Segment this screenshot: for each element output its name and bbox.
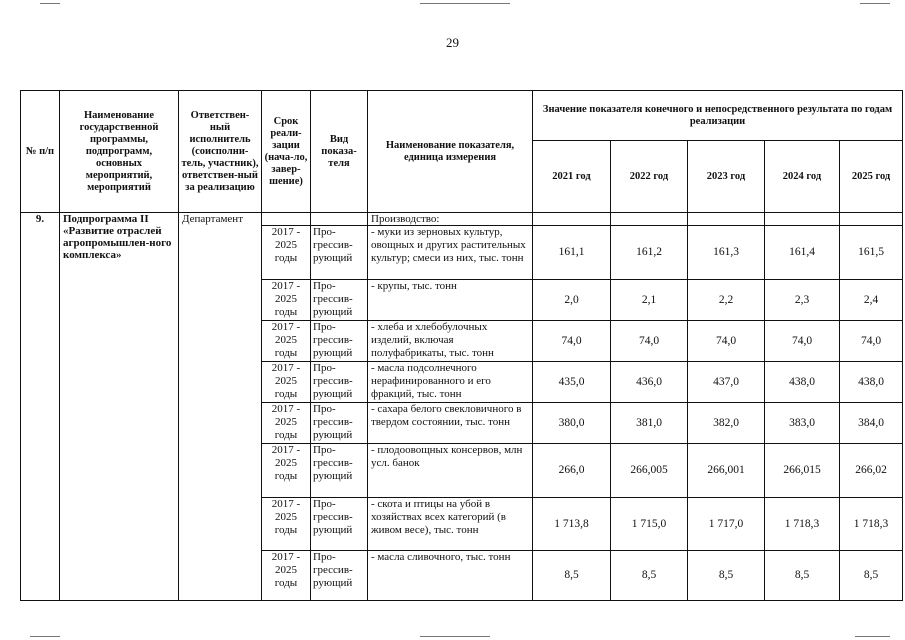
section-row <box>21 213 903 226</box>
term-cell: 2017 - 2025 годы <box>262 498 311 551</box>
value-cell: 74,0 <box>611 321 688 362</box>
responsible-executor: Департамент <box>179 213 262 601</box>
header-values-group: Значение показателя конечного и непосредственного результата по годам реализации <box>533 91 903 141</box>
value-cell: 436,0 <box>611 362 688 403</box>
value-cell: 266,02 <box>840 444 903 498</box>
header-year: 2021 год <box>533 141 611 213</box>
value-cell: 161,5 <box>840 226 903 280</box>
indicator-cell: - масла подсолнечного нерафинированного и его фракций, тыс. тонн <box>368 362 533 403</box>
type-cell: Про-грессив-рующий <box>311 226 368 280</box>
section-number: 9. <box>21 213 60 601</box>
header-year: 2024 год <box>765 141 840 213</box>
value-cell: 1 718,3 <box>765 498 840 551</box>
type-cell: Про-грессив-рующий <box>311 362 368 403</box>
value-cell: 161,4 <box>765 226 840 280</box>
bottom-rule-right <box>855 636 890 637</box>
type-cell: Про-грессив-рующий <box>311 280 368 321</box>
subprogram-name: Подпрограмма II «Развитие отраслей агропромышлен-ного комплекса» <box>60 213 179 601</box>
value-cell: 1 717,0 <box>688 498 765 551</box>
value-cell: 266,015 <box>765 444 840 498</box>
type-cell: Про-грессив-рующий <box>311 403 368 444</box>
empty-cell <box>262 213 311 226</box>
value-cell: 74,0 <box>688 321 765 362</box>
value-cell: 8,5 <box>533 551 611 601</box>
value-cell: 74,0 <box>765 321 840 362</box>
value-cell: 2,0 <box>533 280 611 321</box>
value-cell: 161,2 <box>611 226 688 280</box>
empty-cell <box>688 213 765 226</box>
indicator-cell: - плодоовощных консервов, млн усл. банок <box>368 444 533 498</box>
value-cell: 1 718,3 <box>840 498 903 551</box>
value-cell: 161,3 <box>688 226 765 280</box>
header-type: Вид показа-теля <box>311 91 368 213</box>
value-cell: 435,0 <box>533 362 611 403</box>
page-number: 29 <box>446 35 459 50</box>
term-cell: 2017 - 2025 годы <box>262 444 311 498</box>
type-cell: Про-грессив-рующий <box>311 321 368 362</box>
header-year: 2022 год <box>611 141 688 213</box>
empty-cell <box>611 213 688 226</box>
indicator-cell: - скота и птицы на убой в хозяйствах всех категорий (в живом весе), тыс. тонн <box>368 498 533 551</box>
value-cell: 2,2 <box>688 280 765 321</box>
header-year: 2023 год <box>688 141 765 213</box>
term-cell: 2017 - 2025 годы <box>262 321 311 362</box>
indicator-cell: - крупы, тыс. тонн <box>368 280 533 321</box>
empty-cell <box>311 213 368 226</box>
term-cell: 2017 - 2025 годы <box>262 362 311 403</box>
top-rule-center <box>420 3 510 4</box>
indicator-cell: - сахара белого свекловичного в твердом состоянии, тыс. тонн <box>368 403 533 444</box>
indicator-cell: - муки из зерновых культур, овощных и других растительных культур; смеси из них, тыс. тонн <box>368 226 533 280</box>
bottom-rule-left <box>30 636 60 637</box>
value-cell: 1 713,8 <box>533 498 611 551</box>
bottom-rule-center <box>420 636 490 637</box>
term-cell: 2017 - 2025 годы <box>262 551 311 601</box>
value-cell: 266,005 <box>611 444 688 498</box>
indicator-cell: - хлеба и хлебобулочных изделий, включая полуфабрикаты, тыс. тонн <box>368 321 533 362</box>
value-cell: 8,5 <box>765 551 840 601</box>
empty-cell <box>840 213 903 226</box>
header-indicator: Наименование показателя, единица измерения <box>368 91 533 213</box>
indicator-group-header: Производство: <box>368 213 533 226</box>
value-cell: 1 715,0 <box>611 498 688 551</box>
value-cell: 8,5 <box>611 551 688 601</box>
value-cell: 161,1 <box>533 226 611 280</box>
header-term: Срок реали-зации (нача-ло, завер-шение) <box>262 91 311 213</box>
type-cell: Про-грессив-рующий <box>311 498 368 551</box>
value-cell: 381,0 <box>611 403 688 444</box>
header-year: 2025 год <box>840 141 903 213</box>
value-cell: 382,0 <box>688 403 765 444</box>
header-row <box>21 91 903 141</box>
empty-cell <box>533 213 611 226</box>
value-cell: 438,0 <box>840 362 903 403</box>
header-program: Наименование государственной программы, подпрограмм, основных мероприятий, мероприятий <box>60 91 179 213</box>
value-cell: 266,001 <box>688 444 765 498</box>
value-cell: 74,0 <box>533 321 611 362</box>
type-cell: Про-грессив-рующий <box>311 444 368 498</box>
value-cell: 8,5 <box>840 551 903 601</box>
top-rule-right <box>860 3 890 4</box>
term-cell: 2017 - 2025 годы <box>262 403 311 444</box>
empty-cell <box>765 213 840 226</box>
value-cell: 384,0 <box>840 403 903 444</box>
header-num: № п/п <box>21 91 60 213</box>
value-cell: 380,0 <box>533 403 611 444</box>
value-cell: 438,0 <box>765 362 840 403</box>
value-cell: 8,5 <box>688 551 765 601</box>
value-cell: 74,0 <box>840 321 903 362</box>
term-cell: 2017 - 2025 годы <box>262 226 311 280</box>
indicators-table <box>20 90 903 601</box>
value-cell: 2,4 <box>840 280 903 321</box>
value-cell: 266,0 <box>533 444 611 498</box>
top-rule-left <box>40 3 60 4</box>
value-cell: 2,3 <box>765 280 840 321</box>
term-cell: 2017 - 2025 годы <box>262 280 311 321</box>
value-cell: 437,0 <box>688 362 765 403</box>
header-responsible: Ответствен-ный исполнитель (соисполни-тель, участник), ответствен-ный за реализацию <box>179 91 262 213</box>
type-cell: Про-грессив-рующий <box>311 551 368 601</box>
indicator-cell: - масла сливочного, тыс. тонн <box>368 551 533 601</box>
value-cell: 383,0 <box>765 403 840 444</box>
value-cell: 2,1 <box>611 280 688 321</box>
